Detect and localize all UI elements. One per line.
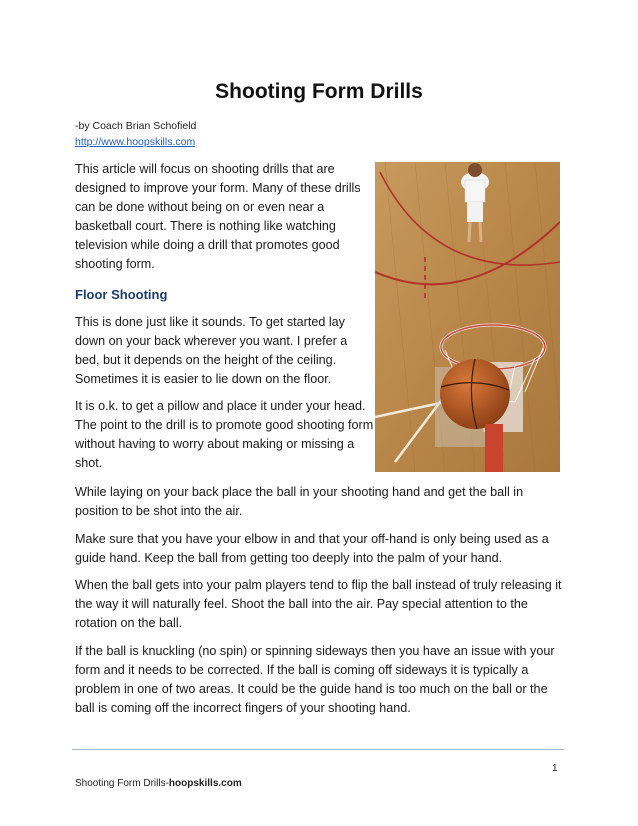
paragraph-pillow: It is o.k. to get a pillow and place it under your head. The point to the drill is to promote good shooting form without having to worry about making or missing a shot. — [75, 399, 374, 470]
paragraph-release: When the ball gets into your palm players tend to flip the ball instead of truly releasing it the way it will naturally feel. Shoot the ball into the air. Pay special attention to the rotation on the ball. — [75, 578, 562, 630]
intro-paragraph: This article will focus on shooting drills that are designed to improve your form. Many of these drills can be done without being on or even near a basketball court. There is nothing like watching television while doing a drill that promotes good shooting form. — [75, 162, 361, 271]
section-heading: Floor Shooting — [75, 287, 168, 302]
footer-divider — [72, 749, 564, 750]
basketball-court-photo — [375, 162, 560, 472]
paragraph-position: While laying on your back place the ball in your shooting hand and get the ball in position to be shot into the air. — [75, 485, 524, 518]
paragraph-elbow: Make sure that you have your elbow in and that your off-hand is only being used as a guide hand. Keep the ball from getting too deeply into the palm of your hand. — [75, 532, 549, 565]
footer-site: hoopskills.com — [168, 778, 242, 789]
author-credit: -by Coach Brian Schofield — [75, 120, 197, 132]
page-number: 1 — [552, 763, 558, 774]
page-title: Shooting Form Drills — [215, 80, 423, 103]
paragraph-spin: If the ball is knuckling (no spin) or spinning sideways then you have an issue with your form and it needs to be corrected. If the ball is coming off sideways it is typically a problem in one of two areas. It could be the guide hand is too much on the ball or the ball is coming off the incorrect fingers of your shooting hand. — [75, 644, 555, 715]
footer-doc-title: Shooting Form Drills- — [75, 778, 169, 789]
byline — [75, 118, 196, 150]
footer-text — [75, 778, 242, 789]
paragraph-floor-shooting: This is done just like it sounds. To get started lay down on your back wherever you want. I prefer a bed, but it depends on the height of the ceiling. Sometimes it is easier to lie down on the floor. — [75, 315, 348, 386]
website-link[interactable]: http://www.hoopskills.com — [75, 136, 196, 148]
